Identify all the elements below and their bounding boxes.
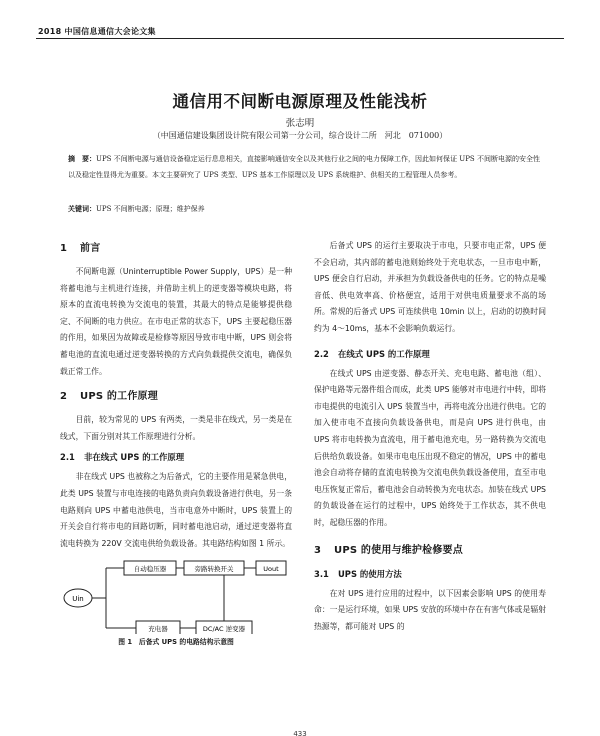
section-1-heading (60, 240, 292, 258)
section-3-title: UPS 的使用与维护检修要点 (334, 544, 463, 556)
section-2-1-paragraph: 非在线式 UPS 也被称之为后备式，它的主要作用是紧急供电，此类 UPS 装置与市电连接的电路负责向负载设备进行供电，另一条电路则向 UPS 中蓄电池供电，当市电意外中断时，UPS 装置上的开关会自行将市电的回路切断，同时蓄电池启动，通过逆变器将直流电转换为 220V 交流电供给负载设备。其电路结构如图 1 所示。 (60, 472, 292, 548)
keywords-text: UPS 不间断电源；原理；维护保养 (96, 205, 205, 213)
section-3-1-number: 3.1 (314, 568, 329, 579)
section-2-number: 2 (60, 391, 68, 403)
running-header: 2018 中国信息通信大会论文集 (38, 27, 156, 36)
figure-1-caption: 图 1 后备式 UPS 的电路结构示意图 (118, 638, 234, 647)
section-2-1-title: 非在线式 UPS 的工作原理 (84, 452, 185, 463)
abstract-text: UPS 不间断电源与通信设备稳定运行息息相关，直接影响通信安全以及其他行业之间的电力保障工作，因此如何保证 UPS 不间断电源的安全性以及稳定性显得尤为重要。本文主要研究了 UPS 类型、UPS 基本工作原理以及 UPS 系统维护、供相关的工程管理人员参考。 (68, 155, 541, 179)
ups-circuit-diagram (60, 558, 292, 634)
paper-title: 通信用不间断电源原理及性能浅析 (172, 92, 428, 111)
author-name: 张志明 (285, 118, 315, 129)
section-2-heading (60, 388, 292, 406)
abstract (68, 152, 540, 183)
section-2-1-heading (60, 449, 292, 465)
section-2-1-number: 2.1 (60, 452, 75, 463)
charger-label: 充电器 (148, 625, 168, 634)
figure-1 (60, 558, 292, 648)
right-column (314, 238, 546, 635)
bypass-switch-label: 旁路转换开关 (194, 565, 234, 574)
section-1-paragraph: 不间断电源（Uninterruptible Power Supply，UPS）是一种将蓄电池与主机进行连接，并借助主机上的逆变器等模块电路，将原本的直流电转换为交流电的装置，其最大的特点是能够提供稳定、不间断的电力供应。在市电正常的状态下，UPS 主要起稳压器的作用，如果因为故障或是检修等原因导致市电中断，UPS 则会将蓄电池的直流电通过逆变器转换的方式向负载提供交流电，确保负载正常工作。 (60, 267, 292, 376)
section-3-number: 3 (314, 544, 322, 556)
abstract-label: 摘 要： (68, 155, 97, 163)
uin-label: Uin (72, 595, 84, 604)
section-3-1-title: UPS 的使用方法 (338, 568, 402, 579)
header-rule (36, 38, 564, 39)
author-affiliation: （中国通信建设集团设计院有限公司第一分公司，综合设计二所 河北 071000） (152, 131, 448, 140)
section-2-2-heading (314, 346, 546, 362)
section-2-title: UPS 的工作原理 (80, 391, 158, 403)
left-column (60, 238, 292, 648)
section-3-1-paragraph: 在对 UPS 进行应用的过程中，以下因素会影响 UPS 的使用寿命：一是运行环境，如果 UPS 安放的环境中存在有害气体或是辐射热源等，都可能对 UPS 的 (314, 588, 546, 631)
page-number: 433 (293, 730, 307, 736)
section-1-number: 1 (60, 243, 68, 254)
regulator-label: 自动稳压器 (133, 565, 167, 574)
section-2-2-paragraph: 在线式 UPS 由逆变器、静态开关、充电电路、蓄电池（组）、保护电路等元器件组合而成，此类 UPS 能够对市电进行中转，即将市电提供的电流引入 UPS 装置当中，再将电流分出进行供电。它的加入使市电不直接向负载设备供电，而是向 UPS 进行供电，由 UPS 将市电转换为直流电，用于蓄电池充电，另一路转换为交流电后供给负载设备。如果市电电压出现不稳定的情况，UPS 中的蓄电池会自动将存储的直流电转换为交流电供负载设备使用，直至市电电压恢复正常后，蓄电池会自动转换为充电状态。加装在线式 UPS 的负载设备在运行的过程中，UPS 始终处于工作状态，其不供电时，起稳压器的作用。 (314, 368, 546, 527)
section-2-2-number: 2.2 (314, 348, 329, 359)
section-3-1-heading (314, 566, 546, 582)
section-2-paragraph: 目前，较为常见的 UPS 有两类，一类是非在线式，另一类是在线式，下面分别对其工作原理进行分析。 (60, 415, 292, 441)
right-column-paragraph-1: 后备式 UPS 的运行主要取决于市电，只要市电正常，UPS 便不会启动，其内部的蓄电池则始终处于充电状态，一旦市电中断，UPS 便会自行启动，并承担为负载设备供电的任务。它的特点是噪音低、供电效率高、价格便宜，适用于对供电质量要求不高的场所。常规的后备式 UPS 可连续供电 10min 以上，启动的切换时间约为 4～10ms，基本不会影响负载运行。 (314, 241, 546, 333)
inverter-label: DC/AC 逆变器 (202, 625, 246, 634)
keywords (68, 203, 540, 215)
uout-label: Uout (263, 565, 279, 574)
keywords-label: 关键词： (68, 205, 96, 213)
section-2-2-title: 在线式 UPS 的工作原理 (338, 348, 430, 359)
section-1-title: 前言 (80, 243, 101, 254)
section-3-heading (314, 542, 546, 560)
